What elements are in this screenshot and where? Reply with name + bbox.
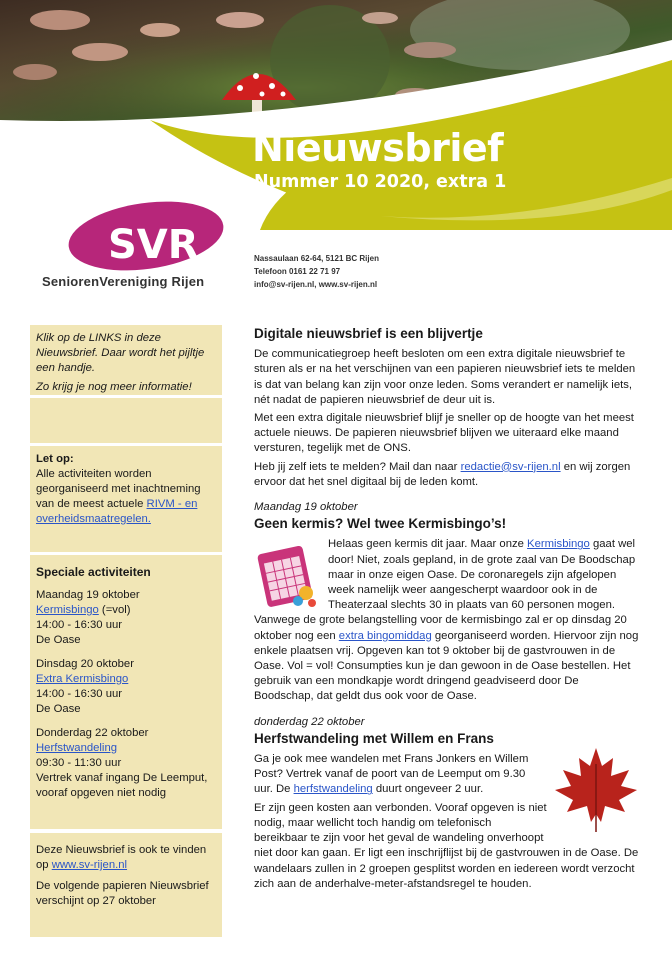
article-title: Geen kermis? Wel twee Kermisbingo’s!: [254, 516, 507, 532]
event-place: Vertrek vanaf ingang De Leemput, vooraf opgeven niet nodig: [36, 772, 208, 799]
contact-address: [254, 252, 379, 291]
article-text: duurt ongeveer 2 uur.: [372, 783, 484, 796]
rivm-link[interactable]: RIVM - en overheidsmaatregelen.: [36, 498, 198, 525]
sidebar-website-info: [30, 833, 222, 937]
maple-leaf-icon: [553, 744, 639, 834]
article-text: Helaas geen kermis dit jaar. Maar onze: [328, 538, 528, 551]
website-link[interactable]: www.sv-rijen.nl: [51, 859, 128, 871]
address-street: Nassaulaan 62-64, 5121 BC Rijen: [254, 254, 379, 263]
main-content: [254, 326, 639, 895]
event-date: Dinsdag 20 oktober: [36, 658, 134, 670]
sidebar-spacer: [30, 398, 222, 443]
extra-bingomiddag-link[interactable]: extra bingomiddag: [338, 629, 432, 642]
event-item: [36, 726, 216, 801]
article-text: Heb jij zelf iets te melden? Mail dan naar: [254, 460, 461, 473]
special-activities: [30, 555, 222, 829]
notice-title: Let op:: [36, 453, 74, 465]
event-status: (=vol): [98, 604, 131, 616]
bingo-card-icon: [254, 543, 320, 609]
article-title: Herfstwandeling met Willem en Frans: [254, 730, 494, 746]
header-banner: [0, 0, 672, 230]
sidebar-notice: [30, 446, 222, 552]
newsletter-title: Nieuwsbrief: [252, 126, 504, 170]
event-date: Donderdag 22 oktober: [36, 727, 149, 739]
article-paragraph: Met een extra digitale nieuwsbrief blijf je sneller op de hoogte van het meest actuele nieuws. De papieren nieuwsbrief blijven we uiteraard elke maand versturen, tegelijk met de ONS.: [254, 412, 634, 455]
event-item: [36, 657, 216, 717]
event-time: 14:00 - 16:30 uur: [36, 688, 123, 700]
mushroom-photo-banner: [0, 0, 672, 230]
event-link-herfstwandeling[interactable]: Herfstwandeling: [36, 742, 118, 754]
event-time: 09:30 - 11:30 uur: [36, 757, 122, 769]
herfstwandeling-link[interactable]: herfstwandeling: [293, 783, 373, 796]
article-date: Maandag 19 oktober: [254, 501, 358, 514]
address-email-web: info@sv-rijen.nl, www.sv-rijen.nl: [254, 280, 378, 289]
event-place: De Oase: [36, 634, 81, 646]
article-text: gaat wel door! Niet, zoals gepland, in de grote zaal van De Boodschap maar in onze eigen Oase. De coronaregels zijn afgelopen week namelijk weer aangescherpt waardoor ook in de Theaterzaal slechts 30 in plaats van 60 personen mogen. Vanwege de grote belangstelling voor de kermisbingo zal er op dinsdag 20 oktober nog een: [254, 538, 636, 642]
website-text: Deze Nieuwsbrief is ook te vinden op: [36, 844, 207, 871]
article-text: en wij zorgen ervoor dat het snel digitaal bij de leden komt.: [254, 460, 631, 488]
sidebar-intro: [30, 325, 222, 395]
article-title: Digitale nieuwsbrief is een blijvertje: [254, 326, 483, 341]
next-issue-text: De volgende papieren Nieuwsbrief verschijnt op 27 oktober: [36, 880, 209, 907]
sidebar: [30, 325, 222, 940]
newsletter-issue-number: Nummer 10 2020, extra 1: [254, 172, 507, 192]
event-place: De Oase: [36, 703, 81, 715]
logo-text: SVR: [108, 222, 199, 268]
event-link-extra-kermisbingo[interactable]: Extra Kermisbingo: [36, 673, 129, 685]
event-date: Maandag 19 oktober: [36, 589, 140, 601]
organization-name: SeniorenVereniging Rijen: [42, 274, 205, 289]
activities-title: Speciale activiteiten: [36, 565, 151, 579]
notice-text: Alle activiteiten worden georganiseerd met inachtneming van de meest actuele: [36, 468, 201, 510]
address-phone: Telefoon 0161 22 71 97: [254, 267, 341, 276]
redactie-email-link[interactable]: redactie@sv-rijen.nl: [460, 460, 561, 473]
article-date: donderdag 22 oktober: [254, 715, 365, 728]
article-paragraph: De communicatiegroep heeft besloten om een extra digitale nieuwsbrief te sturen als er na het verschijnen van een papieren nieuwsbrief iets te melden is dat van belang kan zijn voor onze leden. Soms verandert er namelijk iets, nét nadat de papieren nieuwsbrief de deur uit is.: [254, 348, 636, 406]
article-text: Ga je ook mee wandelen met Frans Jonkers en Willem Post? Vertrek vanaf de poort van de Leemput om 9.30 uur. De: [254, 753, 529, 796]
article-text: georganiseerd worden. Hiervoor zijn nog enkele plaatsen vrij. Opgeven kan tot 9 oktober bij de gastvrouwen in de Oase. Vol = vol! Consumpties kun je dan gewoon in de Oase bestellen. Het gebruik van een mondkapje wordt dringend geadviseerd door De Boodschap, dat geldt dus ook voor de Oase.: [254, 629, 639, 703]
event-time: 14:00 - 16:30 uur: [36, 619, 123, 631]
sidebar-intro-text: Klik op de LINKS in deze Nieuwsbrief. Daar wordt het pijltje een handje.: [36, 332, 205, 374]
kermisbingo-link[interactable]: Kermisbingo: [527, 538, 590, 551]
event-item: [36, 588, 216, 648]
article-paragraph: Er zijn geen kosten aan verbonden. Vooraf opgeven is niet nodig, maar wellicht toch handig om telefonisch bereikbaar te zijn voor het geval de wandeling onverhoopt niet door kan gaan. Er ligt een inschrijflijst bij de gastvrouwen in de Oase. De wandelaars zullen in 2 groepen gesplitst worden en iedereen wordt verzocht zich aan de anderhalve-meter-afstandsregel te houden.: [254, 801, 639, 890]
sidebar-intro-tip: Zo krijg je nog meer informatie!: [36, 381, 192, 393]
event-link-kermisbingo[interactable]: Kermisbingo: [36, 604, 99, 616]
